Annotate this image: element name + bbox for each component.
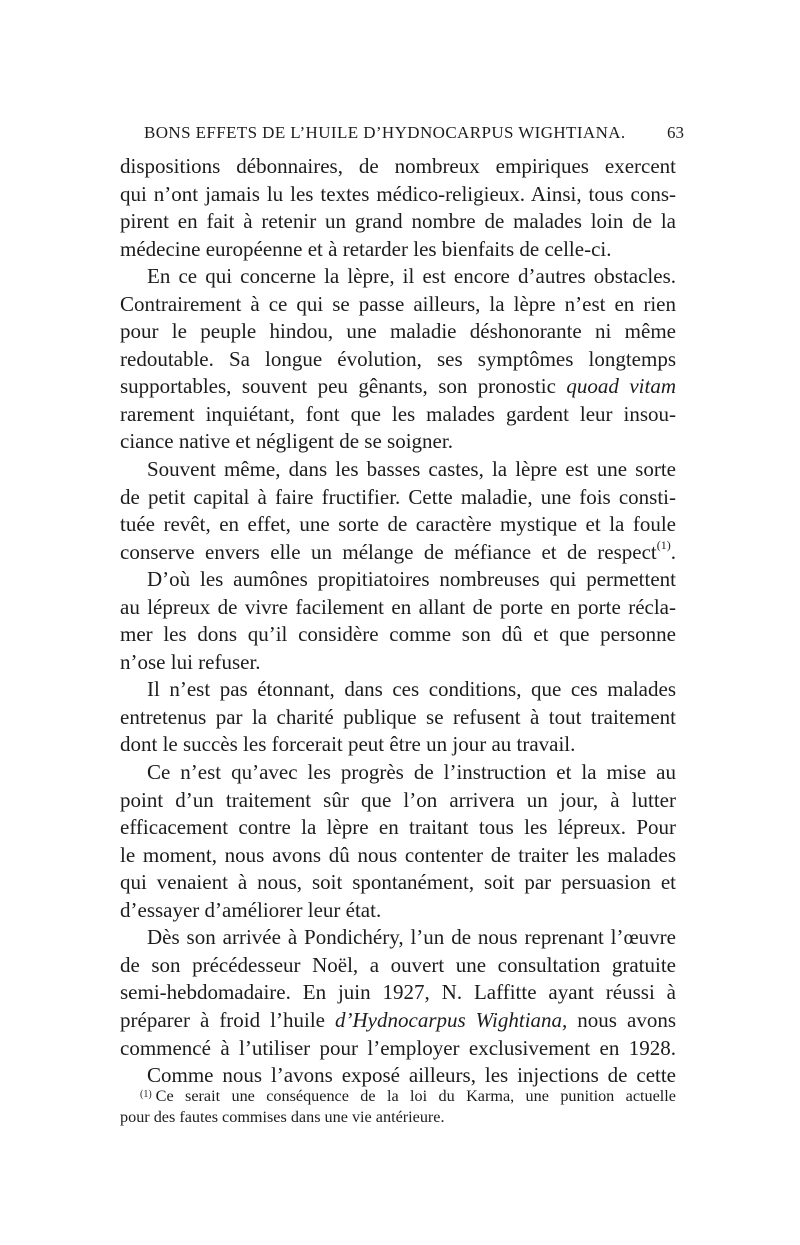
text-line: mer les dons qu’il considère comme son dû et que personne [120, 622, 676, 647]
footnote-reference: (1) [656, 537, 671, 552]
footnotes [120, 1086, 676, 1128]
text-line: pirent en fait à retenir un grand nombre de malades loin de la [120, 209, 676, 234]
text-line: n’ose lui refuser. [120, 649, 261, 674]
text-span: conserve envers elle un mélange de méfiance et de respect [120, 539, 657, 564]
text-line: Ce n’est qu’avec les progrès de l’instruction et la mise au [147, 760, 676, 785]
text-span: nous avons [567, 1007, 677, 1032]
text-line: point d’un traitement sûr que l’on arrivera un jour, à lutter [120, 787, 676, 812]
running-title: BONS EFFETS DE L’HUILE D’HYDNOCARPUS WIGHTIANA. [144, 123, 626, 142]
text-line: de petit capital à faire fructifier. Cette maladie, une fois consti- [120, 484, 676, 509]
text-span: . [670, 539, 676, 564]
text-line: En ce qui concerne la lèpre, il est encore d’autres obstacles. [147, 264, 676, 289]
text-line: qui n’ont jamais lu les textes médico-religieux. Ainsi, tous cons- [120, 181, 676, 206]
text-line: Dès son arrivée à Pondichéry, l’un de nous reprenant l’œuvre [147, 925, 676, 950]
text-line [120, 1007, 676, 1035]
text-line: Souvent même, dans les basses castes, la lèpre est une sorte [147, 457, 676, 482]
text-line: qui venaient à nous, soit spontanément, soit par persuasion et [120, 870, 676, 895]
text-line: Contrairement à ce qui se passe ailleurs, la lèpre n’est en rien [120, 291, 676, 316]
text-line: entretenus par la charité publique se refusent à tout traitement [120, 704, 676, 729]
footnote-text: Ce serait une conséquence de la loi du Karma, une punition actuelle [155, 1087, 676, 1105]
text-line: pour le peuple hindou, une maladie déshonorante ni même [120, 319, 676, 344]
footnote-line: pour des fautes commises dans une vie antérieure. [120, 1108, 445, 1126]
text-line: efficacement contre la lèpre en traitant tous les lépreux. Pour [120, 815, 676, 840]
text-line: redoutable. Sa longue évolution, ses symptômes longtemps [120, 346, 676, 371]
footnote-marker: (1) [140, 1089, 152, 1100]
text-line: dont le succès les forcerait peut être un jour au travail. [120, 732, 576, 757]
text-line: au lépreux de vivre facilement en allant de porte en porte récla- [120, 594, 676, 619]
text-line: dispositions débonnaires, de nombreux empiriques exercent [120, 154, 676, 178]
text-line: rarement inquiétant, font que les malades gardent leur insou- [120, 401, 676, 426]
text-line [120, 539, 676, 567]
text-span: supportables, souvent peu gênants, son pronostic [120, 374, 567, 399]
text-line: le moment, nous avons dû nous contenter de traiter les malades [120, 842, 676, 867]
running-head [128, 121, 684, 145]
page-number: 63 [667, 123, 684, 142]
text-span: préparer à froid l’huile [120, 1007, 336, 1032]
text-line: commencé à l’utiliser pour l’employer exclusivement en 1928. [120, 1035, 676, 1060]
text-line [120, 373, 676, 401]
footnote-line [120, 1086, 676, 1107]
main-text [120, 153, 676, 1090]
text-line: ciance native et négligent de se soigner. [120, 429, 453, 454]
italic-species-name: d’Hydnocarpus Wightiana, [335, 1007, 568, 1032]
text-line: Il n’est pas étonnant, dans ces conditions, que ces malades [147, 677, 676, 702]
text-line: d’essayer d’améliorer leur état. [120, 897, 382, 922]
text-line: de son précédesseur Noël, a ouvert une consultation gratuite [120, 952, 676, 977]
text-line: Comme nous l’avons exposé ailleurs, les injections de cette [147, 1063, 676, 1088]
italic-latin-phrase: quoad vitam [566, 374, 676, 399]
text-line: semi-hebdomadaire. En juin 1927, N. Laffitte ayant réussi à [120, 980, 676, 1005]
text-line: D’où les aumônes propitiatoires nombreuses qui permettent [147, 567, 676, 592]
text-line: tuée revêt, en effet, une sorte de caractère mystique et la foule [120, 512, 676, 537]
text-line: médecine européenne et à retarder les bienfaits de celle-ci. [120, 236, 612, 261]
